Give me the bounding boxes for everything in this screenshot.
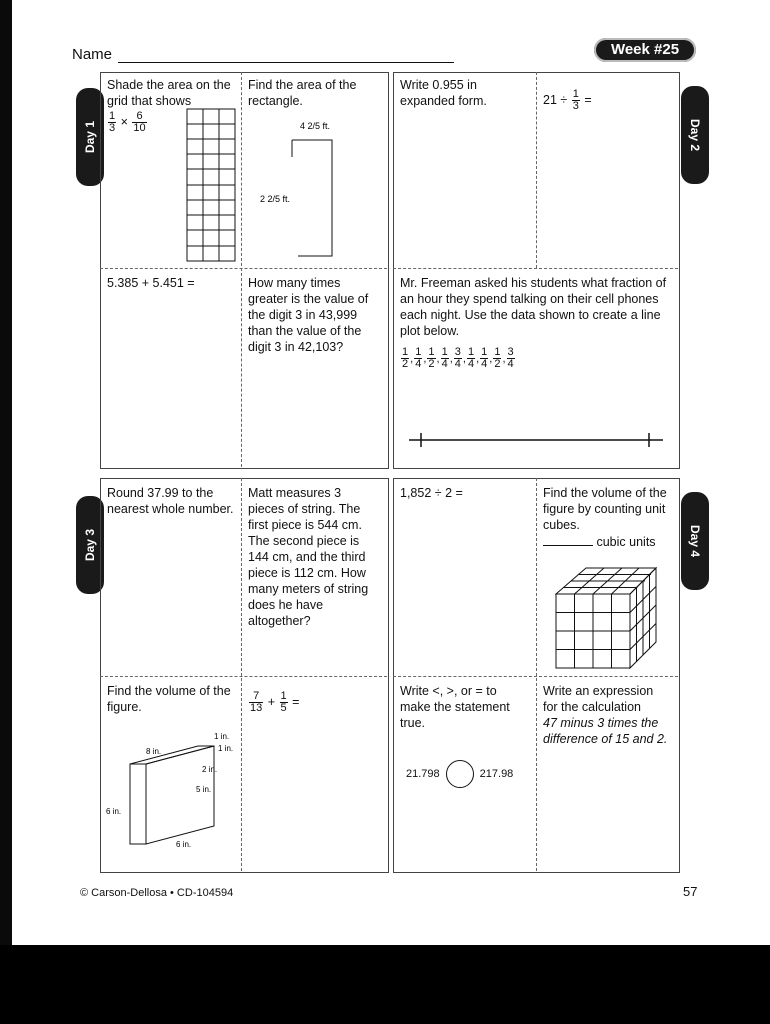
fraction: $\frac{1}{3}$ [109, 110, 116, 134]
question-compare [394, 680, 536, 780]
divider [393, 676, 678, 677]
question-text: Write <, >, or = to make the statement true. [400, 684, 510, 730]
fraction: $\frac{1}{3}$ [572, 88, 579, 112]
page-number: 57 [683, 884, 698, 899]
question-text: Write an expression for the calculation [543, 684, 654, 714]
question-text: Find the area of the rectangle. [248, 78, 357, 108]
question-text: Find the volume of the figure by counting unit cubes. [543, 486, 667, 532]
divider [393, 268, 678, 269]
question-string-length [242, 482, 386, 632]
separator: , [410, 352, 414, 365]
divider [241, 72, 242, 467]
separator: , [449, 352, 453, 365]
dim-label-r1: 1 in. [214, 732, 230, 741]
dimension-label-side: 2 2/5 ft. [260, 194, 291, 204]
question-text: How many times greater is the value of the digit 3 in 43,999 than the value of the digit 3 in 42,103? [248, 276, 369, 354]
name-label: Name [72, 46, 113, 63]
data-fraction: $\frac{3}{4}$ [454, 346, 461, 370]
day-1-label: Day 1 [83, 120, 97, 154]
question-divide-fraction: 21 ÷ $\frac{1}{3}$ = [543, 88, 592, 112]
dim-label-r2: 1 in. [218, 744, 234, 753]
day-4-tab [681, 492, 709, 590]
question-text: Mr. Freeman asked his students what fraction of an hour they spend talking on their cell phones each night. Use the data shown to create a line plot below. [400, 276, 667, 338]
question-expanded-form [394, 74, 536, 112]
data-fraction: $\frac{1}{4}$ [467, 346, 475, 370]
fraction-expression: $\frac{1}{3}$ × $\frac{6}{10}$ [109, 110, 146, 134]
divider [100, 676, 387, 677]
data-fraction: $\frac{3}{4}$ [507, 346, 514, 370]
fraction: $\frac{1}{5}$ [280, 690, 287, 714]
question-text: 1,852 ÷ 2 = [400, 486, 463, 500]
separator: , [476, 352, 480, 365]
question-expression-text: 47 minus 3 times the difference of 15 and 2. [543, 716, 668, 746]
comparison-circle[interactable] [446, 760, 474, 788]
question-line-plot [394, 272, 677, 373]
scan-border [0, 945, 770, 1024]
answer-blank[interactable] [543, 545, 593, 546]
question-decimal-add [101, 272, 241, 294]
rectangle-diagram [250, 112, 380, 262]
separator: , [462, 352, 466, 365]
week-badge: Week #25 [594, 38, 696, 62]
question-add-fractions: $\frac{7}{13}$ + $\frac{1}{5}$ = [250, 690, 300, 714]
line-plot-axis[interactable] [405, 430, 667, 450]
answer-line: cubic units [543, 534, 671, 550]
question-text: Find the volume of the figure. [107, 684, 231, 714]
rectangular-prism-figure [104, 724, 238, 852]
separator: , [489, 352, 493, 365]
separator: , [436, 352, 440, 365]
fraction: $\frac{7}{13}$ [250, 690, 263, 714]
name-field-line [118, 62, 454, 63]
binder-spine [0, 0, 12, 945]
data-fraction: $\frac{1}{2}$ [428, 346, 435, 370]
day-2-tab [681, 86, 709, 184]
data-values [400, 347, 671, 370]
question-rectangle-area [242, 74, 386, 112]
question-round [101, 482, 241, 520]
dim-label-left: 6 in. [106, 807, 122, 816]
divider [100, 268, 387, 269]
question-text: Matt measures 3 pieces of string. The first piece is 544 cm. The second piece is 144 cm, and the third piece is 112 cm. How many meters of string does he have altogether? [248, 486, 369, 628]
dim-label-top: 8 in. [146, 747, 162, 756]
left-value: 21.798 [406, 768, 440, 780]
fraction: $\frac{6}{10}$ [133, 110, 146, 134]
question-divide [394, 482, 536, 504]
day-2-label: Day 2 [688, 118, 702, 152]
copyright: © Carson-Dellosa • CD-104594 [80, 887, 234, 899]
right-value: 217.98 [479, 768, 514, 780]
dim-label-r3: 2 in. [202, 765, 218, 774]
data-fraction: $\frac{1}{4}$ [481, 346, 488, 370]
dim-label-bottom: 6 in. [176, 840, 192, 849]
day-3-label: Day 3 [83, 528, 97, 562]
shading-grid[interactable] [186, 108, 236, 263]
question-text: Shade the area on the grid that shows [107, 78, 231, 108]
unit-cube-figure [552, 564, 664, 672]
question-text: Round 37.99 to the nearest whole number. [107, 486, 234, 516]
dimension-label-top: 4 2/5 ft. [300, 121, 331, 131]
day-4-label: Day 4 [688, 524, 702, 558]
question-volume-cubes [537, 482, 677, 553]
dim-label-r4: 5 in. [196, 785, 212, 794]
question-text: Write 0.955 in expanded form. [400, 78, 487, 108]
separator: , [423, 352, 427, 365]
data-fraction: $\frac{1}{4}$ [441, 346, 448, 370]
data-fraction: $\frac{1}{2}$ [402, 346, 409, 370]
question-digit-value [242, 272, 386, 358]
data-fraction: $\frac{1}{4}$ [415, 346, 422, 370]
data-fraction: $\frac{1}{2}$ [494, 346, 501, 370]
question-expression [537, 680, 677, 750]
separator: , [502, 352, 506, 365]
question-text: 5.385 + 5.451 = [107, 276, 195, 290]
comparison-row [406, 760, 513, 788]
question-volume-prism [101, 680, 241, 718]
